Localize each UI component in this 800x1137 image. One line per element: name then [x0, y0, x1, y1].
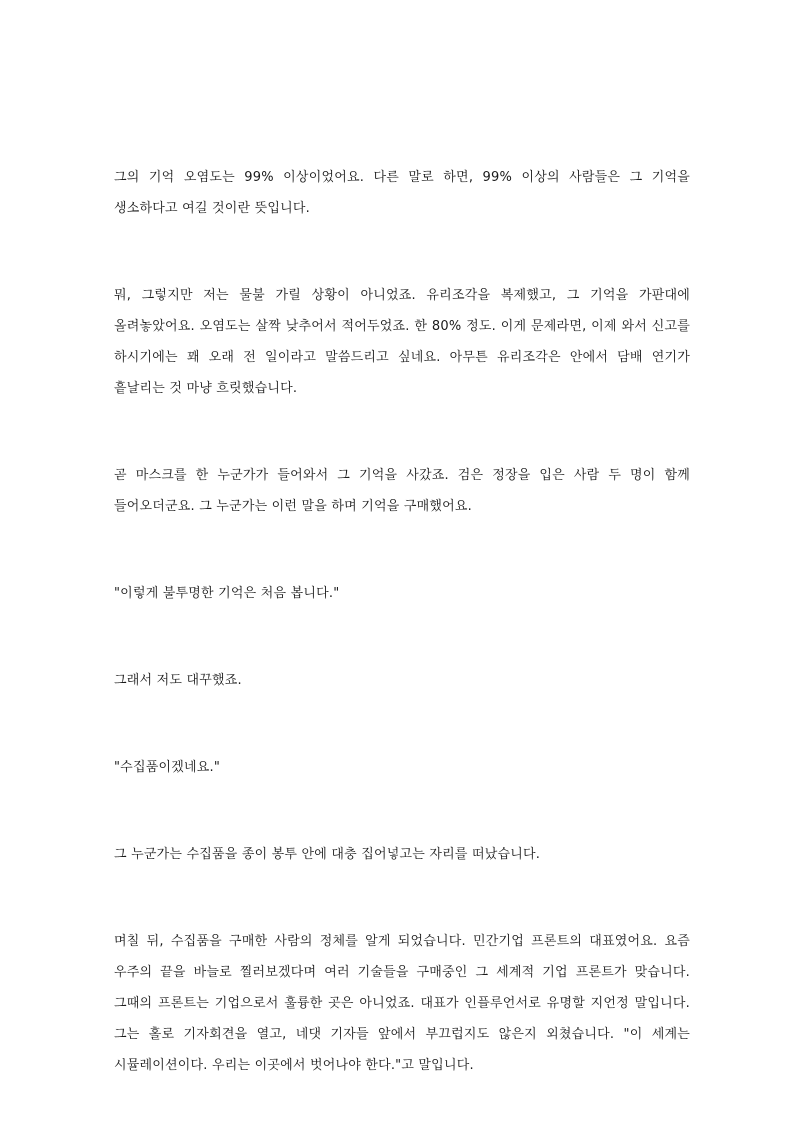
- document-page: [114, 162, 690, 1137]
- paragraph-quote-collectible: "수집품이겠네요.": [114, 760, 220, 775]
- paragraph-reply: 그래서 저도 대꾸했죠.: [114, 673, 242, 688]
- paragraph-front-ceo: 며칠 뒤, 수집품을 구매한 사람의 정체를 알게 되었습니다. 민간기업 프론트의 대표였어요. 요즘 우주의 끝을 바늘로 찔러보겠다며 여러 기술들을 구매중인 그 세계적 기업 프론트가 맞습니다. 그때의 프론트는 기업으로서 훌륭한 곳은 아니었죠. 대표가 인플루언서로 유명할 지언정 말입니다. 그는 홀로 기자회견을 열고, 네댓 기자들 앞에서 부끄럽지도 않은지 외쳤습니다. "이 세계는 시뮬레이션이다. 우리는 이곳에서 벗어나야 한다."고 말입니다.: [114, 934, 690, 1073]
- paragraph-quote-opaque: "이렇게 불투명한 기억은 처음 봅니다.": [114, 586, 340, 601]
- paragraph-masked-buyer: 곧 마스크를 한 누군가가 들어와서 그 기억을 사갔죠. 검은 정장을 입은 사람 두 명이 함께 들어오더군요. 그 누군가는 이런 말을 하며 기억을 구매했어요.: [114, 468, 690, 514]
- paragraph-memory-contamination: 그의 기억 오염도는 99% 이상이었어요. 다른 말로 하면, 99% 이상의 사람들은 그 기억을 생소하다고 여길 것이란 뜻입니다.: [114, 170, 690, 216]
- paragraph-buyer-leaves: 그 누군가는 수집품을 종이 봉투 안에 대충 집어넣고는 자리를 떠났습니다.: [114, 847, 541, 862]
- paragraph-stall-display: 뭐, 그렇지만 저는 물불 가릴 상황이 아니었죠. 유리조각을 복제했고, 그 기억을 가판대에 올려놓았어요. 오염도는 살짝 낮추어서 적어두었죠. 한 80% 정도. 이게 문제라면, 이제 와서 신고를 하시기에는 꽤 오래 전 일이라고 말씀드리고 싶네요. 아무튼 유리조각은 안에서 담배 연기가 흩날리는 것 마냥 흐릿했습니다.: [114, 288, 690, 396]
